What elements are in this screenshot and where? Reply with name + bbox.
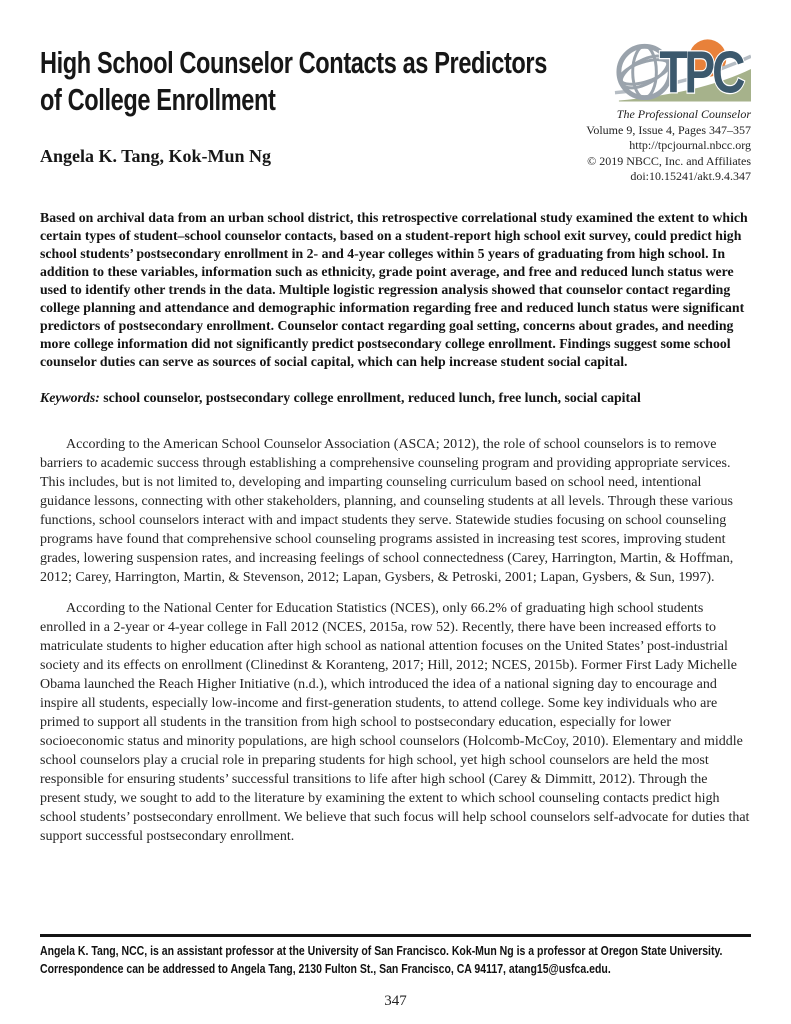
- abstract: [40, 209, 751, 407]
- abstract-text: Based on archival data from an urban school district, this retrospective correlational study examined the extent to which certain types of student–school counselor contacts, based on a student-report high school exit survey, could predict high school students’ postsecondary enrollment in 2- and 4-year colleges within 5 years of graduating from high school. In addition to these variables, information such as ethnicity, grade point average, and free and reduced lunch status were used to identify other trends in the data. Multiple logistic regression analysis showed that counselor contact regarding college planning and attendance and demographic information regarding free and reduced lunch status were significant predictors of postsecondary enrollment. Counselor contact regarding goal setting, concerns about grades, and needing more college information did not significantly predict postsecondary college enrollment. Findings suggest some school counselor duties can serve as sources of social capital, which can help increase student social capital.: [40, 209, 748, 369]
- body-paragraph-2: According to the National Center for Education Statistics (NCES), only 66.2% of graduating high school students enrolled in a 2-year or 4-year college in Fall 2012 (NCES, 2015a, row 52). Recently, there have been increased efforts to matriculate students to higher education after high school as national attention focuses on the United States’ post-industrial society and its effects on enrollment (Clinedinst & Koranteng, 2017; Hill, 2012; NCES, 2015b). Former First Lady Michelle Obama launched the Reach Higher Initiative (n.d.), which introduced the idea of a national signing day to encourage and inspire all students, especially low-income and first-generation students, to attend college. Some key individuals who are primed to support all students in the transition from high school to postsecondary education, especially for lower socioeconomic status and minority populations, are high school counselors (Holcomb-McCoy, 2010). Elementary and middle school counselors play a crucial role in preparing students for high school, yet high school counselors are held the most responsible for ensuring students’ successful transitions to life after high school (Carey & Dimmitt, 2012). Through the present study, we sought to add to the literature by examining the extent to which school counseling contacts predict high school students’ postsecondary enrollment. We believe that such focus will help school counselors self-advocate for duties that support successful postsecondary enrollment.: [40, 600, 750, 844]
- author-note-text: Angela K. Tang, NCC, is an assistant professor at the University of San Francisco. Kok-Mun Ng is a professor at Oregon State University. Correspondence can be addressed to Angela Tang, 2130 Fulton St., San Francisco, CA 94117, atang15@usfca.edu.: [40, 943, 723, 976]
- article-body: [40, 435, 751, 846]
- journal-name: The Professional Counselor: [616, 107, 751, 121]
- journal-block: [555, 34, 751, 185]
- tpc-journal-logo: [613, 34, 751, 104]
- journal-doi: doi:10.15241/akt.9.4.347: [630, 169, 751, 183]
- author-byline: Angela K. Tang, Kok-Mun Ng: [40, 146, 272, 166]
- page-header: [40, 34, 751, 185]
- body-paragraph-1: According to the American School Counselor Association (ASCA; 2012), the role of school counselors is to remove barriers to academic success through establishing a comprehensive counseling program and providing appropriate services. This includes, but is not limited to, developing and imparting counseling curriculum based on school need, intentional guidance lessons, connecting with other stakeholders, planning, and counseling students at all levels. Through these various functions, school counselors interact with and impact students they serve. Statewide studies focusing on school counseling programs have found that comprehensive school counseling programs assisted in increasing test scores, improving student grades, lowering suspension rates, and increasing feelings of school connectedness (Carey, Harrington, Martin, & Hoffman, 2012; Carey, Harrington, Martin, & Stevenson, 2012; Lapan, Gysbers, & Petroski, 2001; Lapan, Gysbers, & Sun, 1997).: [40, 436, 734, 585]
- keywords-text: school counselor, postsecondary college enrollment, reduced lunch, free lunch, social capital: [99, 389, 641, 405]
- journal-volume-line: Volume 9, Issue 4, Pages 347–357: [586, 122, 751, 137]
- keywords-label: Keywords:: [40, 389, 100, 405]
- author-note: [40, 934, 751, 977]
- logo-acronym-text: TPC: [659, 40, 743, 104]
- keywords-line: [40, 389, 751, 407]
- article-title-line-1: High School Counselor Contacts as Predictors: [40, 45, 547, 80]
- article-title-line-2: of College Enrollment: [40, 82, 276, 117]
- title-block: [40, 34, 555, 167]
- journal-copyright: © 2019 NBCC, Inc. and Affiliates: [587, 153, 751, 168]
- journal-url: http://tpcjournal.nbcc.org: [629, 138, 751, 152]
- journal-info: [586, 107, 751, 185]
- page-number: 347: [384, 993, 407, 1009]
